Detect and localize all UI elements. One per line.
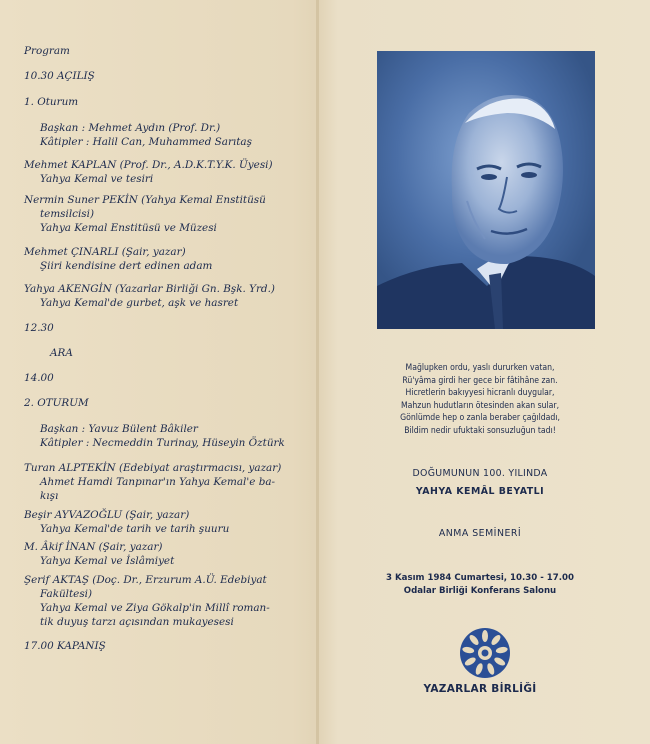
talk-speaker: Nermin Suner PEKİN (Yahya Kemal Enstitüsü [24,194,266,206]
talk-item [24,540,314,568]
organizer-logo-icon [459,627,511,679]
honoree-name: YAHYA KEMÂL BEYATLI [415,486,545,497]
talk-topic: Şiiri kendisine dert edinen adam [40,260,213,272]
talk-speaker: Mehmet KAPLAN (Prof. Dr., A.D.K.T.Y.K. Üyesi) [24,159,273,171]
poem-line: Gönlümde hep o zanla beraber çağıldadı, [400,413,560,424]
anniversary-line: DOĞUMUNUN 100. YILINDA [412,468,548,479]
poem-line: Mağlupken ordu, yaslı dururken vatan, [405,363,555,373]
session2-secretaries: Kâtipler : Necmeddin Turinay, Hüseyin Öztürk [40,437,285,449]
talk-item [24,245,314,273]
session1-secretaries: Kâtipler : Halil Can, Muhammed Sarıtaş [40,136,252,148]
talk-topic: Ahmet Hamdi Tanpınar'ın Yahya Kemal'e ba- [40,476,276,488]
organizer-logo [459,627,511,679]
portrait-image [377,51,595,329]
poem-line: Hicretlerin bakıyyesi hicranlı duygular, [405,388,555,399]
talk-topic: Yahya Kemal ve İslâmiyet [40,555,175,567]
event-date: 3 Kasım 1984 Cumartesi, 10.30 - 17.00 [386,573,574,583]
talk-speaker-cont: Fakültesi) [40,588,93,600]
closing-line: 17.00 KAPANIŞ [24,640,106,652]
program-title: Program [24,45,70,57]
session2-title: 2. OTURUM [24,397,89,409]
talk-item [24,461,314,503]
talk-item [24,282,314,310]
program-column [24,44,314,653]
talk-topic: Yahya Kemal ve Ziya Gökalp'in Millî roman- [40,602,270,614]
talk-speaker: M. Âkif İNAN (Şair, yazar) [24,541,163,553]
talk-speaker: Beşir AYVAZOĞLU (Şair, yazar) [24,509,190,521]
event-venue: Odalar Birliği Konferans Salonu [403,586,557,596]
talk-speaker: Yahya AKENGİN (Yazarlar Birliği Gn. Bşk. Yrd.) [24,283,275,295]
poem-line: Rü'yâma girdi her gece bir fâtihâne zan. [402,375,558,386]
talk-speaker: Şerif AKTAŞ (Doç. Dr., Erzurum A.Ü. Edebiyat [24,574,267,586]
talk-item [24,158,314,186]
session1-chair: Başkan : Mehmet Aydın (Prof. Dr.) [40,122,221,134]
talk-speaker: Turan ALPTEKİN (Edebiyat araştırmacısı, yazar) [24,462,282,474]
talk-item [24,508,314,536]
session2-chair: Başkan : Yavuz Bülent Bâkiler [40,423,198,435]
poem [330,362,630,438]
center-fold [316,0,319,744]
opening-line: 10.30 AÇILIŞ [24,70,95,82]
talk-topic: Yahya Kemal'de tarih ve tarih şuuru [40,523,230,535]
portrait-photo [377,51,595,329]
talk-topic-cont: tik duyuş tarzı açısından mukayesesi [40,616,234,628]
session1-title: 1. Oturum [24,96,79,108]
talk-speaker-cont: temsilcisi) [40,208,95,220]
talk-item [24,193,314,235]
resume-time: 14.00 [24,372,54,384]
talk-speaker: Mehmet ÇINARLI (Şair, yazar) [24,246,186,258]
talk-item [24,573,314,629]
break-label: ARA [50,347,73,359]
talk-topic-cont: kışı [40,490,59,502]
talk-topic: Yahya Kemal'de gurbet, aşk ve hasret [40,297,239,309]
talk-topic: Yahya Kemal ve tesiri [40,173,154,185]
organizer-name: YAZARLAR BİRLİĞİ [423,683,537,695]
poem-line: Mahzun hudutların ötesinden akan sular, [400,400,560,411]
talk-topic: Yahya Kemal Enstitüsü ve Müzesi [40,222,217,234]
seminar-title: ANMA SEMİNERİ [438,528,522,539]
event-details [330,572,630,598]
poem-line: Bildim nedir ufuktaki sonsuzluğun tadı! [404,425,556,436]
break-time: 12.30 [24,322,54,334]
